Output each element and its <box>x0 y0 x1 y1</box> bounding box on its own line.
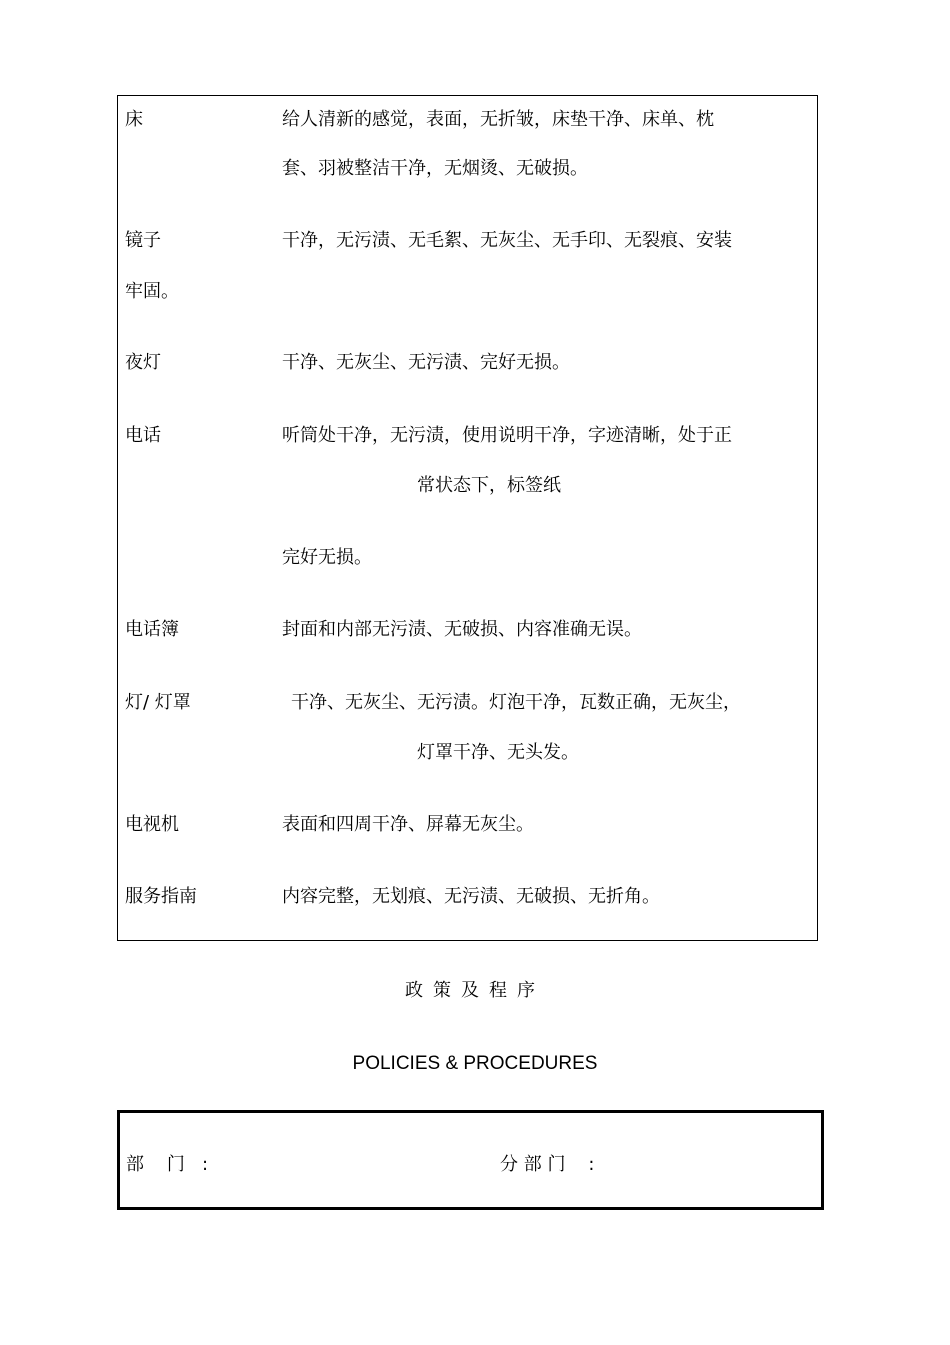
department-info-box <box>117 1110 824 1210</box>
mirror-desc-line1: 干净，无污渍、无毛絮、无灰尘、无手印、无裂痕、安装 <box>282 230 732 251</box>
lamp-desc-line1: 干净、无灰尘、无污渍。灯泡干净，瓦数正确，无灰尘， <box>291 692 741 713</box>
tv-desc: 表面和四周干净、屏幕无灰尘。 <box>282 814 534 835</box>
policy-title-english: POLICIES & PROCEDURES <box>352 1053 598 1074</box>
bed-desc-line1: 给人清新的感觉，表面，无折皱，床垫干净、床单、枕 <box>282 109 714 130</box>
service-guide-label: 服务指南 <box>125 886 197 907</box>
phone-book-desc: 封面和内部无污渍、无破损、内容准确无误。 <box>282 619 642 640</box>
telephone-desc-line1: 听筒处干净，无污渍，使用说明干净，字迹清晰，处于正 <box>282 425 732 446</box>
cleaning-standards-table <box>117 95 818 941</box>
mirror-label: 镜子 <box>125 230 161 251</box>
bed-desc-line2: 套、羽被整洁干净，无烟烫、无破损。 <box>282 158 588 179</box>
telephone-label: 电话 <box>125 425 161 446</box>
night-light-desc: 干净、无灰尘、无污渍、完好无损。 <box>282 352 570 373</box>
phone-book-label: 电话簿 <box>125 619 179 640</box>
sub-department-label: 分 部 门 : <box>500 1154 595 1175</box>
night-light-label: 夜灯 <box>125 352 161 373</box>
bed-label: 床 <box>125 109 143 130</box>
department-label: 部 门 : <box>126 1154 209 1175</box>
tv-label: 电视机 <box>125 814 179 835</box>
lamp-desc-line2: 灯罩干净、无头发。 <box>417 742 579 763</box>
mirror-desc-line2: 牢固。 <box>125 281 179 302</box>
lamp-label: 灯/ 灯罩 <box>125 692 191 713</box>
telephone-desc-line3: 完好无损。 <box>282 547 372 568</box>
policy-title-chinese: 政策及程序 <box>405 980 545 1001</box>
service-guide-desc: 内容完整，无划痕、无污渍、无破损、无折角。 <box>282 886 660 907</box>
telephone-desc-line2: 常状态下，标签纸 <box>417 475 561 496</box>
